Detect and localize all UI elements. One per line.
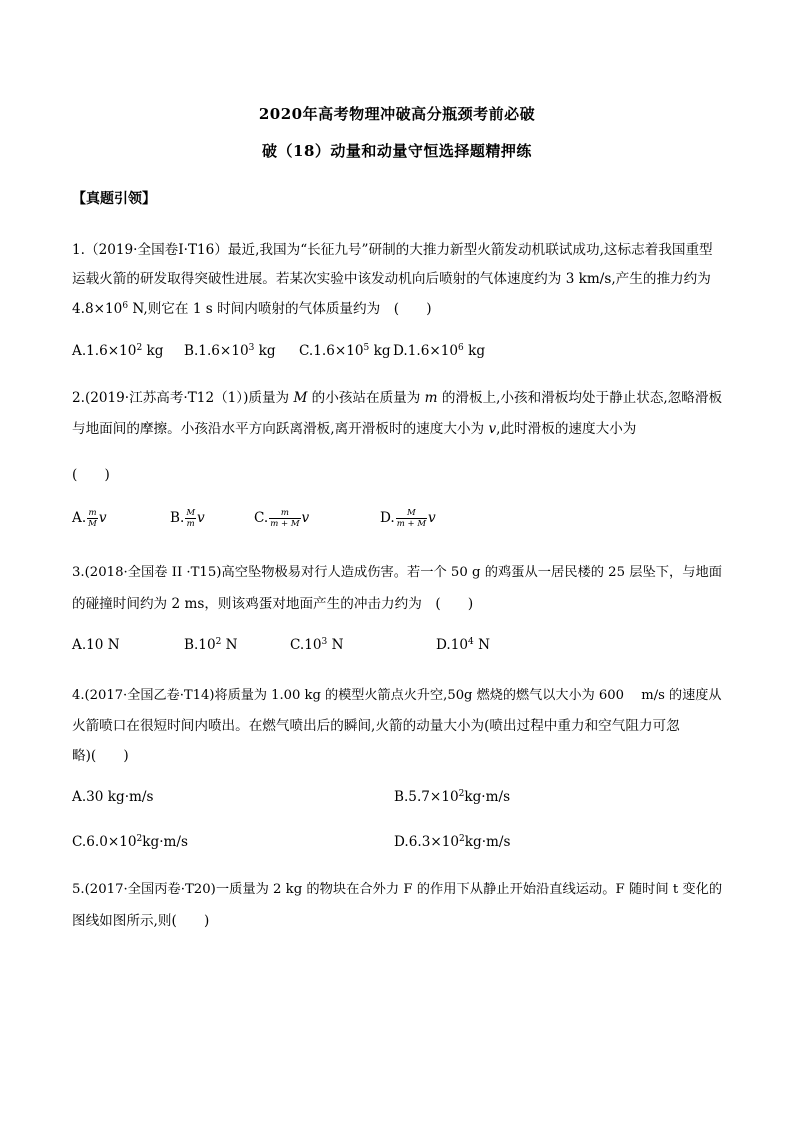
question-3-option-c: $C.10^3$ N — [290, 637, 344, 653]
question-4-option-d: $D.6.3\times 10^2kg\cdot m/s$ — [394, 834, 511, 850]
question-2-line-2: 与地面间的摩擦。小孩沿水平方向跃离滑板,离开滑板时的速度大小为 v,此时滑板的速度大小为 — [72, 421, 637, 437]
question-2-option-d: D. $\frac{M}{m + M}$ v — [380, 508, 436, 529]
question-4-option-b: $B.5.7\times 10^2kg\cdot m/s$ — [394, 789, 511, 805]
question-3-line-1: 3.(2018·全国卷 II ·T15)高空坠物极易对行人造成伤害。若一个 50 g 的鸡蛋从一居民楼的 25 层坠下，与地面 — [72, 565, 722, 580]
question-2-line-1: 2.(2019·江苏高考·T12（1）)质量为 M 的小孩站在质量为 m 的滑板上,小孩和滑板均处于静止状态,忽略滑板 — [72, 390, 723, 406]
document-subtitle: 破（18）动量和动量守恒选择题精押练 — [262, 142, 532, 160]
question-2-option-c: C. $\frac{m}{m + M}$ v — [254, 508, 310, 529]
fraction: $\frac{m}{M}$ — [88, 508, 97, 529]
question-1-line-1: 1.（2019·全国卷Ⅰ·T16）最近,我国为“长征九号”研制的大推力新型火箭发动机联试成功,这标志着我国重型 — [72, 242, 713, 258]
question-1-line-3: $4.8\times 10^6$ N,则它在 1 s 时间内喷射的气体质量约为 ( ) — [72, 301, 432, 317]
question-1-line-2: 运载火箭的研发取得突破性进展。若某次实验中该发动机向后喷射的气体速度约为 3 km/s,产生的推力约为 — [72, 271, 711, 287]
question-1-option-d: $D.1.6\times 10^6$ kg — [393, 343, 486, 359]
question-4-option-c: $C.6.0\times 10^2kg\cdot m/s$ — [72, 834, 188, 850]
question-5-line-1: 5.(2017·全国丙卷·T20)一质量为 2 kg 的物块在合外力 F 的作用下从静止开始沿直线运动。F 随时间 t 变化的 — [72, 882, 723, 897]
question-2-option-b: B. $\frac{M}{m}$ v — [170, 508, 205, 529]
question-2-line-3: ( ) — [72, 467, 110, 483]
question-3-option-a: A.10 N — [72, 637, 120, 653]
question-2-option-a: A. $\frac{m}{M}$ v — [72, 508, 107, 529]
section-heading: 【真题引领】 — [72, 191, 156, 207]
question-3-line-2: 的碰撞时间约为 2 ms，则该鸡蛋对地面产生的冲击力约为 ( ) — [72, 596, 474, 612]
question-4-line-2: 火箭喷口在很短时间内喷出。在燃气喷出后的瞬间,火箭的动量大小为(喷出过程中重力和空气阻力可忽 — [72, 718, 680, 734]
question-1-option-b: $B.1.6\times 10^3$ kg — [184, 343, 276, 359]
fraction: $\frac{m}{m + M}$ — [270, 508, 300, 529]
question-4-line-3: 略)( ) — [72, 748, 129, 764]
question-1-option-c: $C.1.6\times 10^5$ kg — [299, 343, 391, 359]
fraction: $\frac{M}{m + M}$ — [396, 508, 427, 529]
question-4-option-a: A.30 kg·m/s — [72, 789, 154, 805]
document-title: 2020年高考物理冲破高分瓶颈考前必破 — [258, 105, 536, 123]
question-3-option-b: $B.10^2$ N — [184, 637, 238, 653]
fraction: $\frac{M}{m}$ — [186, 508, 196, 529]
question-4-line-1: 4.(2017·全国乙卷·T14)将质量为 1.00 kg 的模型火箭点火升空,50g 燃烧的燃气以大小为 600 m/s 的速度从 — [72, 688, 722, 703]
question-3-option-d: $D.10^4$ N — [436, 637, 490, 653]
question-5-line-2: 图线如图所示,则( ) — [72, 913, 210, 929]
question-1-option-a: $A.1.6\times 10^2$ kg — [72, 343, 164, 359]
